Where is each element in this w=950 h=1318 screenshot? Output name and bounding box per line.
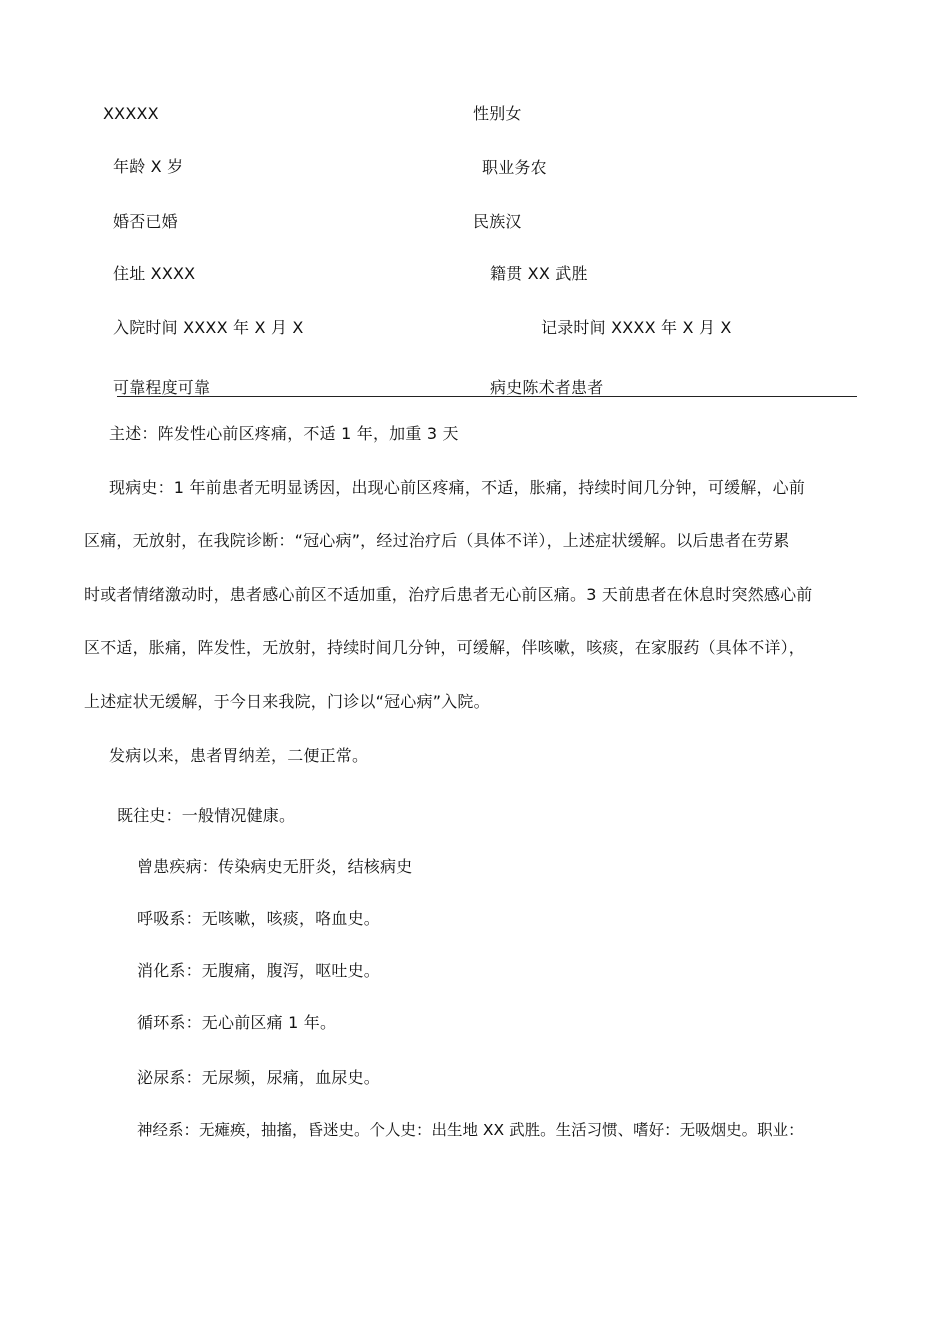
patient-gender: 性别女 — [473, 104, 522, 123]
history-reliability: 可靠程度可靠 — [113, 378, 211, 397]
patient-marital-status: 婚否已婚 — [113, 212, 178, 231]
respiratory-system: 呼吸系：无咳嗽，咳痰，咯血史。 — [137, 909, 381, 928]
present-illness-line: 现病史：1 年前患者无明显诱因，出现心前区疼痛，不适，胀痛，持续时间几分钟，可缓解，心前 — [109, 478, 806, 497]
patient-name: XXXXX — [103, 104, 159, 123]
header-divider — [117, 396, 857, 397]
record-time: 记录时间 XXXX 年 X 月 X — [541, 318, 732, 337]
chief-complaint: 主述：阵发性心前区疼痛，不适 1 年，加重 3 天 — [109, 424, 459, 443]
admission-time: 入院时间 XXXX 年 X 月 X — [113, 318, 304, 337]
patient-address: 住址 XXXX — [113, 264, 196, 283]
history-narrator: 病史陈术者患者 — [490, 378, 604, 397]
urinary-system: 泌尿系：无尿频，尿痛，血尿史。 — [137, 1068, 381, 1087]
digestive-system: 消化系：无腹痛，腹泻，呕吐史。 — [137, 961, 381, 980]
since-onset: 发病以来，患者胃纳差，二便正常。 — [109, 746, 369, 765]
present-illness-line: 时或者情绪激动时，患者感心前区不适加重，治疗后患者无心前区痛。3 天前患者在休息时突然感心前 — [84, 585, 813, 604]
present-illness-line: 区痛，无放射，在我院诊断：“冠心病”，经过治疗后（具体不详），上述症状缓解。以后患者在劳累 — [84, 531, 790, 550]
prior-diseases: 曾患疾病：传染病史无肝炎，结核病史 — [137, 857, 413, 876]
present-illness-line: 上述症状无缓解，于今日来我院，门诊以“冠心病”入院。 — [84, 692, 490, 711]
patient-occupation: 职业务农 — [482, 158, 547, 177]
nervous-system: 神经系：无瘫痪，抽搐，昏迷史。个人史：出生地 XX 武胜。生活习惯、嗜好：无吸烟史。职业： — [137, 1121, 804, 1139]
past-history: 既往史：一般情况健康。 — [117, 806, 296, 825]
circulatory-system: 循环系：无心前区痛 1 年。 — [137, 1013, 337, 1032]
patient-age: 年龄 X 岁 — [113, 157, 184, 176]
patient-ethnicity: 民族汉 — [473, 212, 522, 231]
patient-native-place: 籍贯 XX 武胜 — [490, 264, 588, 283]
present-illness-line: 区不适，胀痛，阵发性，无放射，持续时间几分钟，可缓解，伴咳嗽，咳痰，在家服药（具体不详）， — [84, 638, 806, 657]
